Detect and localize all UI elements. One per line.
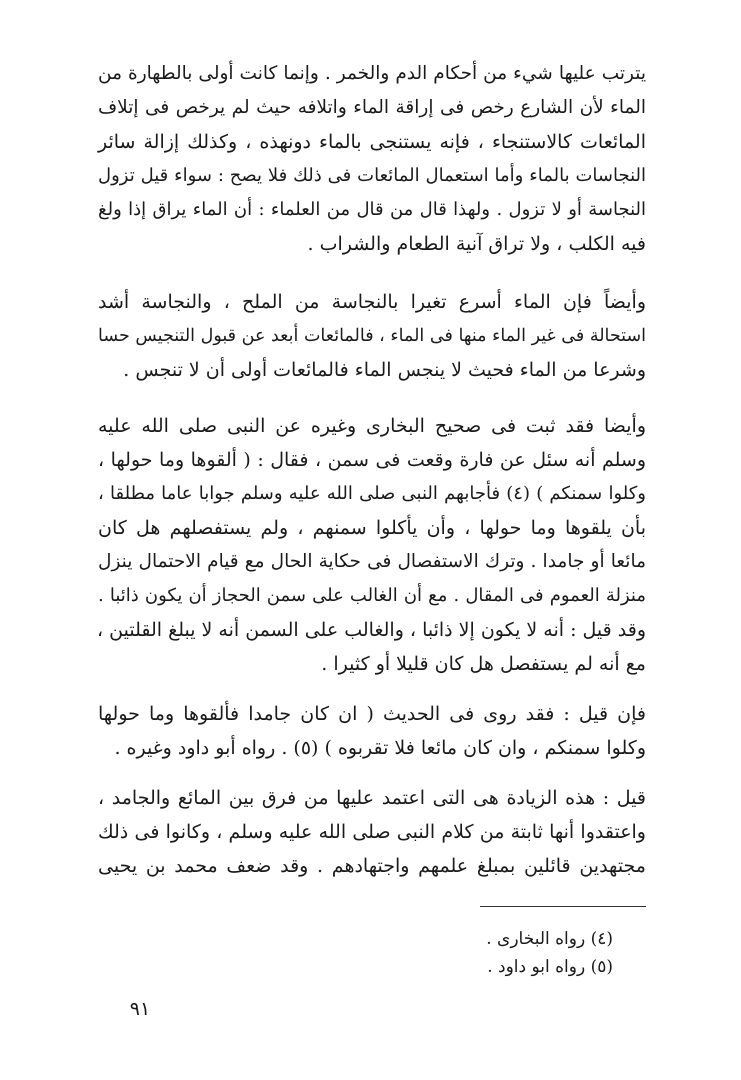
- text-line: النجاسة أو لا تزول . ولهذا قال من قال من العلماء : أن الماء يراق إذا ولغ: [98, 199, 646, 220]
- text-line: مجتهدين قائلين بمبلغ علمهم واجتهادهم . وقد ضعف محمد بن يحيى: [98, 855, 646, 877]
- text-line: فإن قيل : فقد روى فى الحديث ( ان كان جامدا فألقوها وما حولها: [98, 703, 646, 725]
- text-line: النجاسات بالماء وأما استعمال المائعات فى ذلك فلا يصح : سواء قيل تزول: [98, 165, 646, 186]
- text-line: يترتب عليها شيء من أحكام الدم والخمر . وإنما كانت أولى بالطهارة من: [98, 63, 646, 84]
- text-line: وكلوا سمنكم ، وان كان مائعا فلا تقربوه ) (٥) . رواه أبو داود وغيره .: [114, 737, 646, 759]
- footnote: (٤) رواه البخارى .: [486, 929, 613, 949]
- text-line: وأيضاً فإن الماء أسرع تغيرا بالنجاسة من الملح ، والنجاسة أشد: [98, 291, 646, 313]
- text-line: استحالة فى غير الماء منها فى الماء ، فالمائعات أبعد عن قبول التنجيس حسا: [98, 326, 646, 346]
- footnote: (٥) رواه ابو داود .: [487, 957, 613, 977]
- text-line: وسلم أنه سئل عن فارة وقعت فى سمن ، فقال : ( ألقوها وما حولها ،: [98, 449, 646, 471]
- page-number: ٩١: [129, 998, 151, 1020]
- text-line: بأن يلقوها وما حولها ، وأن يأكلوا سمنهم ، ولم يستفصلهم هل كان: [98, 517, 646, 539]
- footnote-divider: [480, 906, 646, 907]
- text-line: وكلوا سمنكم ) (٤) فأجابهم النبى صلى الله عليه وسلم جوابا عاما مطلقا ،: [98, 483, 646, 504]
- text-line: مع أنه لم يستفصل هل كان قليلا أو كثيرا .: [321, 653, 646, 675]
- text-line: منزلة العموم فى المقال . مع أن الغالب على سمن الحجاز أن يكون ذائبا .: [98, 585, 646, 606]
- text-line: فيه الكلب ، ولا تراق آنية الطعام والشراب .: [307, 233, 646, 255]
- text-line: وأيضا فقد ثبت فى صحيح البخارى وغيره عن النبى صلى الله عليه: [98, 415, 646, 437]
- text-line: وقد قيل : أنه لا يكون إلا ذائبا ، والغالب على السمن أنه لا يبلغ القلتين ،: [96, 619, 646, 641]
- text-line: وشرعا من الماء فحيث لا ينجس الماء فالمائعات أولى أن لا تنجس .: [123, 359, 646, 381]
- text-line: الماء لأن الشارع رخص فى إراقة الماء واتلافه حيث لم يرخص فى إتلاف: [98, 97, 646, 118]
- text-line: مائعا أو جامدا . وترك الاستفصال فى حكاية الحال مع قيام الاحتمال ينزل: [98, 551, 646, 572]
- text-line: واعتقدوا أنها ثابتة من كلام النبى صلى الله عليه وسلم ، وكانوا فى ذلك: [98, 821, 646, 843]
- text-line: المائعات كالاستنجاء ، فإنه يستنجى بالماء دونهذه ، وكذلك إزالة سائر: [98, 131, 646, 153]
- text-line: قيل : هذه الزيادة هى التى اعتمد عليها من فرق بين المائع والجامد ،: [98, 787, 646, 809]
